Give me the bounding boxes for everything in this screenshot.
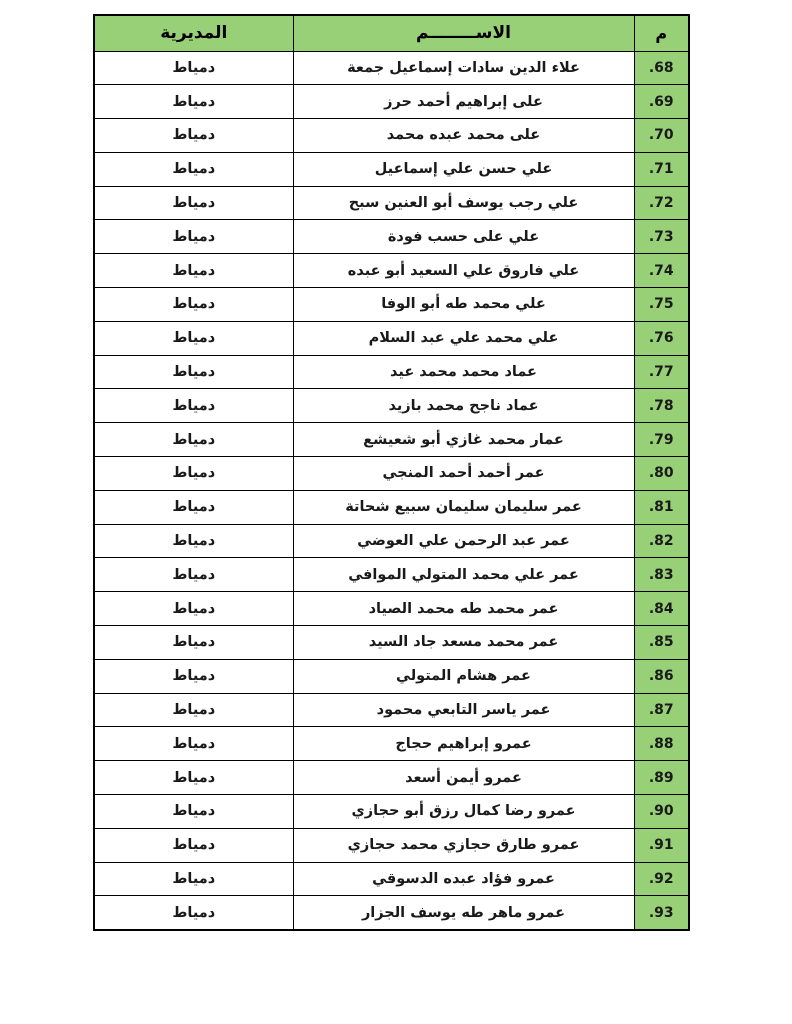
row-name: علي حسن علي إسماعيل (293, 152, 634, 186)
row-directorate: دمياط (94, 254, 293, 288)
table-row (94, 626, 689, 660)
row-number: 78. (634, 389, 689, 423)
row-name: على إبراهيم أحمد حرز (293, 85, 634, 119)
row-number: 77. (634, 355, 689, 389)
row-name: عمر ياسر التابعي محمود (293, 693, 634, 727)
row-name: عمار محمد غازي أبو شعيشع (293, 423, 634, 457)
table-row (94, 254, 689, 288)
row-name: عمر علي محمد المتولي الموافي (293, 558, 634, 592)
table-row (94, 592, 689, 626)
header-cell-directorate: المديرية (94, 15, 293, 51)
table-row (94, 659, 689, 693)
row-name: عمرو أيمن أسعد (293, 761, 634, 795)
header-cell-number: م (634, 15, 689, 51)
row-directorate: دمياط (94, 457, 293, 491)
table-row (94, 119, 689, 153)
row-name: علي محمد طه أبو الوفا (293, 288, 634, 322)
row-directorate: دمياط (94, 51, 293, 85)
header-row (94, 15, 689, 51)
row-name: عمرو ماهر طه يوسف الجزار (293, 896, 634, 930)
table-row (94, 490, 689, 524)
table-header (94, 15, 689, 51)
row-directorate: دمياط (94, 389, 293, 423)
table-row (94, 558, 689, 592)
table-row (94, 795, 689, 829)
row-number: 80. (634, 457, 689, 491)
row-directorate: دمياط (94, 288, 293, 322)
table-row (94, 524, 689, 558)
table-row (94, 152, 689, 186)
roster-table (93, 14, 690, 931)
row-directorate: دمياط (94, 119, 293, 153)
row-name: عمرو رضا كمال رزق أبو حجازي (293, 795, 634, 829)
row-directorate: دمياط (94, 423, 293, 457)
row-directorate: دمياط (94, 592, 293, 626)
row-number: 73. (634, 220, 689, 254)
row-directorate: دمياط (94, 626, 293, 660)
table-row (94, 693, 689, 727)
row-number: 93. (634, 896, 689, 930)
row-directorate: دمياط (94, 186, 293, 220)
row-name: عمر محمد مسعد جاد السيد (293, 626, 634, 660)
row-name: عمر أحمد أحمد المنجي (293, 457, 634, 491)
row-number: 92. (634, 862, 689, 896)
table-row (94, 761, 689, 795)
row-name: عمر سليمان سليمان سبيع شحاتة (293, 490, 634, 524)
row-name: عمر محمد طه محمد الصياد (293, 592, 634, 626)
row-directorate: دمياط (94, 85, 293, 119)
row-number: 81. (634, 490, 689, 524)
table-row (94, 321, 689, 355)
row-name: عمرو إبراهيم حجاج (293, 727, 634, 761)
table-row (94, 457, 689, 491)
table-row (94, 862, 689, 896)
row-name: علي فاروق علي السعيد أبو عبده (293, 254, 634, 288)
table-row (94, 423, 689, 457)
row-directorate: دمياط (94, 896, 293, 930)
row-number: 70. (634, 119, 689, 153)
row-directorate: دمياط (94, 795, 293, 829)
row-number: 84. (634, 592, 689, 626)
table-row (94, 51, 689, 85)
table-row (94, 727, 689, 761)
row-number: 74. (634, 254, 689, 288)
table-row (94, 85, 689, 119)
row-name: عمر هشام المتولي (293, 659, 634, 693)
row-name: عمرو طارق حجازي محمد حجازي (293, 828, 634, 862)
row-name: عمر عبد الرحمن علي العوضي (293, 524, 634, 558)
table-row (94, 389, 689, 423)
table-row (94, 288, 689, 322)
row-directorate: دمياط (94, 152, 293, 186)
row-name: علاء الدين سادات إسماعيل جمعة (293, 51, 634, 85)
row-directorate: دمياط (94, 490, 293, 524)
row-name: عمرو فؤاد عبده الدسوقي (293, 862, 634, 896)
row-name: علي محمد علي عبد السلام (293, 321, 634, 355)
row-number: 69. (634, 85, 689, 119)
row-directorate: دمياط (94, 659, 293, 693)
row-number: 68. (634, 51, 689, 85)
row-directorate: دمياط (94, 828, 293, 862)
row-directorate: دمياط (94, 321, 293, 355)
row-name: علي رجب يوسف أبو العنين سبح (293, 186, 634, 220)
row-number: 91. (634, 828, 689, 862)
table-row (94, 828, 689, 862)
row-number: 79. (634, 423, 689, 457)
row-number: 90. (634, 795, 689, 829)
row-number: 75. (634, 288, 689, 322)
row-directorate: دمياط (94, 693, 293, 727)
row-name: عماد ناجح محمد بازيد (293, 389, 634, 423)
row-directorate: دمياط (94, 524, 293, 558)
table-row (94, 896, 689, 930)
row-number: 85. (634, 626, 689, 660)
table-row (94, 355, 689, 389)
row-number: 76. (634, 321, 689, 355)
row-directorate: دمياط (94, 862, 293, 896)
row-directorate: دمياط (94, 355, 293, 389)
row-number: 86. (634, 659, 689, 693)
row-number: 72. (634, 186, 689, 220)
row-directorate: دمياط (94, 761, 293, 795)
row-number: 82. (634, 524, 689, 558)
row-number: 88. (634, 727, 689, 761)
row-directorate: دمياط (94, 558, 293, 592)
header-cell-name: الاســــــــم (293, 15, 634, 51)
row-number: 87. (634, 693, 689, 727)
row-name: علي على حسب فودة (293, 220, 634, 254)
row-name: عماد محمد محمد عيد (293, 355, 634, 389)
row-number: 89. (634, 761, 689, 795)
row-number: 83. (634, 558, 689, 592)
row-number: 71. (634, 152, 689, 186)
row-directorate: دمياط (94, 727, 293, 761)
row-name: على محمد عبده محمد (293, 119, 634, 153)
table-row (94, 220, 689, 254)
table-row (94, 186, 689, 220)
row-directorate: دمياط (94, 220, 293, 254)
table-body (94, 51, 689, 930)
